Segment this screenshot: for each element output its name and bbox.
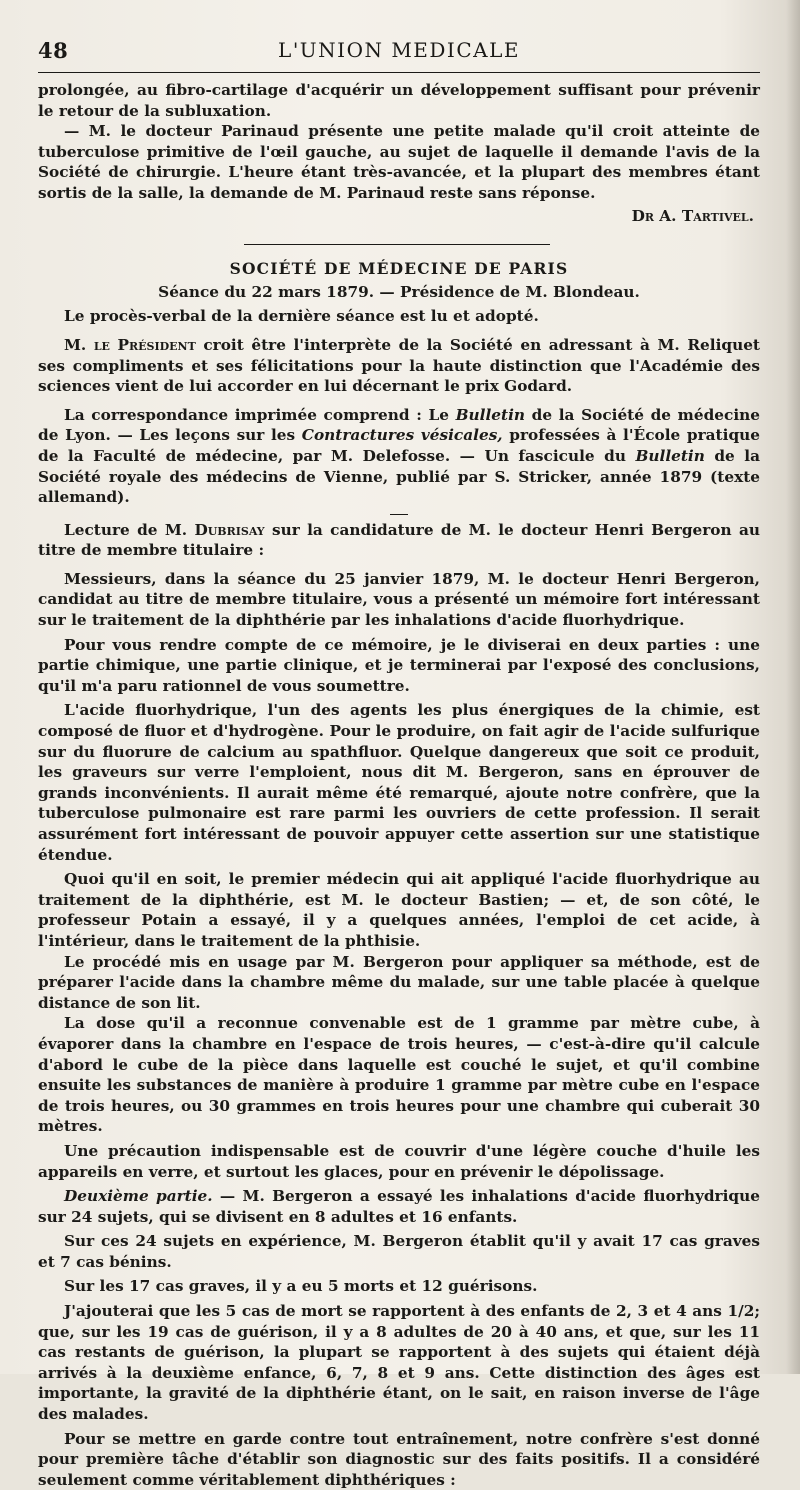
president-lead: M. le Président bbox=[64, 335, 196, 354]
paragraph-procede: Le procédé mis en usage par M. Bergeron pour appliquer sa méthode, est de préparer l'acide dans la chambre même du malade, sur une table placée à quelque distance de son lit. bbox=[38, 952, 760, 1012]
president-text: croit être l'interprète de la Société en adressant à M. Reliquet ses compliments et ses félicitations pour la haute distinction que l'Académie des sciences vient de lui accorder en lui décernant le prix Godard. bbox=[38, 335, 760, 396]
author-signature: Dr A. Tartivel. bbox=[631, 206, 754, 225]
paragraph-diagnostic: Pour se mettre en garde contre tout entraînement, notre confrère s'est donné pour première tâche d'établir son diagnostic sur des faits positifs. Il a considéré seulement comme véritablement diphthériques : bbox=[38, 1429, 760, 1489]
paragraph-bastien: Quoi qu'il en soit, le premier médecin qui ait appliqué l'acide fluorhydrique au traitement de la diphthérie, est M. le docteur Bastien; — et, de son côté, le professeur Potain a essayé, il y a quelques années, l'emploi de cet acide, à l'intérieur, dans le traitement de la phthisie. bbox=[38, 870, 760, 950]
paragraph-compte-rendu: Pour vous rendre compte de ce mémoire, je le diviserai en deux parties : une partie chimique, une partie clinique, et je terminerai par l'exposé des conclusions, qu'il m'a paru rationnel de vous soumettre. bbox=[38, 635, 760, 695]
lecture-text-c: sur la candidature de M. le docteur Henri Bergeron au titre de membre titulaire : bbox=[38, 520, 760, 560]
paragraph-acide: L'acide fluorhydrique, l'un des agents les plus énergiques de la chimie, est composé de fluor et d'hydrogène. Pour le produire, on fait agir de l'acide sulfurique sur du fluorure de calcium au spathfluor. Quelque dangereux que soit ce produit, les graveurs sur verre l'emploient, nous dit M. Bergeron, sans en éprouver de grands inconvénients. Il aurait même été remarqué, ajoute notre confrère, que la tuberculose pulmonaire est rare parmi les ouvriers de cette profession. Il serait assurément fort intéressant de pouvoir appuyer cette assertion sur une statistique étendue. bbox=[38, 701, 760, 864]
deuxieme-partie-text: — M. Bergeron a essayé les inhalations d'acide fluorhydrique sur 24 sujets, qui se divisent en 8 adultes et 16 enfants. bbox=[38, 1187, 760, 1226]
paragraph-precaution: Une précaution indispensable est de couvrir d'une légère couche d'huile les appareils en verre, et surtout les glaces, pour en prévenir le dépolissage. bbox=[38, 1141, 760, 1181]
corr-italic-bulletin-2: Bulletin bbox=[635, 446, 705, 465]
section-divider bbox=[244, 244, 550, 245]
page-header bbox=[38, 38, 760, 74]
session-line: Séance du 22 mars 1879. — Présidence de M. Blondeau. bbox=[158, 282, 640, 301]
paragraph-cas-mort: J'ajouterai que les 5 cas de mort se rapportent à des enfants de 2, 3 et 4 ans 1/2; que, sur les 19 cas de guérison, il y a 8 adultes de 20 à 40 ans, et que, sur les 11 cas restants de guérison, la plupart se rapportent à des sujets qui étaient déjà arrivés à la deuxième enfance, 6, 7, 8 et 9 ans. Cette distinction des âges est importante, la gravité de la diphthérie étant, on le sait, en raison inverse de l'âge des malades. bbox=[38, 1302, 760, 1424]
header-rule bbox=[38, 72, 760, 73]
paragraph-messieurs: Messieurs, dans la séance du 25 janvier 1879, M. le docteur Henri Bergeron, candidat au titre de membre titulaire, vous a présenté un mémoire fort intéressant sur le traitement de la diphthérie par les inhalations d'acide fluorhydrique. bbox=[38, 569, 760, 630]
section-title: SOCIÉTÉ DE MÉDECINE DE PARIS bbox=[229, 259, 569, 279]
corr-italic-bulletin: Bulletin bbox=[455, 405, 526, 424]
corr-italic-contractures: Contractures vésicales, bbox=[301, 426, 503, 445]
paragraph-sujets: Sur ces 24 sujets en expérience, M. Bergeron établit qu'il y avait 17 cas graves et 7 cas bénins. bbox=[38, 1232, 760, 1271]
lecture-name: Dubrisay bbox=[194, 520, 265, 539]
paragraph-deuxieme-partie bbox=[38, 1186, 760, 1227]
page-number: 48 bbox=[38, 38, 69, 63]
corr-text-c: de la Société de médecine de Lyon. — Les leçons sur les bbox=[38, 405, 760, 445]
short-separator bbox=[38, 508, 760, 520]
page-body bbox=[38, 80, 760, 1490]
corr-text-e: professées à l'École pratique de la Faculté de médecine, par M. Delefosse. — Un fascicule du bbox=[38, 426, 760, 465]
paragraph-parinaud: — M. le docteur Parinaud présente une petite malade qu'il croit atteinte de tuberculose primitive de l'œil gauche, au sujet de laquelle il demande l'avis de la Société de chirurgie. L'heure étant très-avancée, et la plupart des membres étant sortis de la salle, la demande de M. Parinaud reste sans réponse. bbox=[38, 122, 760, 202]
paragraph-president bbox=[38, 335, 760, 397]
paragraph-dose: La dose qu'il a reconnue convenable est de 1 gramme par mètre cube, à évaporer dans la chambre en l'espace de trois heures, — c'est-à-dire qu'il calcule d'abord le cube de la pièce dans laquelle est couché le sujet, et qu'il combine ensuite les substances de manière à produire 1 gramme par mètre cube en l'espace de trois heures, ou 30 grammes en trois heures pour une chambre qui cuberait 30 mètres. bbox=[38, 1014, 760, 1136]
corr-text-g: de la Société royale des médecins de Vienne, publié par S. Stricker, année 1879 (texte allemand). bbox=[38, 446, 760, 507]
paragraph-cas-graves: Sur les 17 cas graves, il y a eu 5 morts et 12 guérisons. bbox=[64, 1277, 538, 1296]
deuxieme-partie-label: Deuxième partie. bbox=[64, 1187, 213, 1206]
paragraph-proces-verbal: Le procès-verbal de la dernière séance est lu et adopté. bbox=[64, 307, 539, 326]
lecture-text-a: Lecture de M. bbox=[64, 520, 195, 539]
page-spine-shadow bbox=[786, 0, 800, 1374]
paragraph-correspondance bbox=[38, 405, 760, 508]
paragraph-continued: prolongée, au fibro-cartilage d'acquérir un développement suffisant pour prévenir le retour de la subluxation. bbox=[38, 81, 760, 120]
paragraph-lecture bbox=[38, 520, 760, 561]
running-title: L'UNION MEDICALE bbox=[278, 38, 520, 62]
corr-text-a: La correspondance imprimée comprend : Le bbox=[64, 405, 456, 424]
